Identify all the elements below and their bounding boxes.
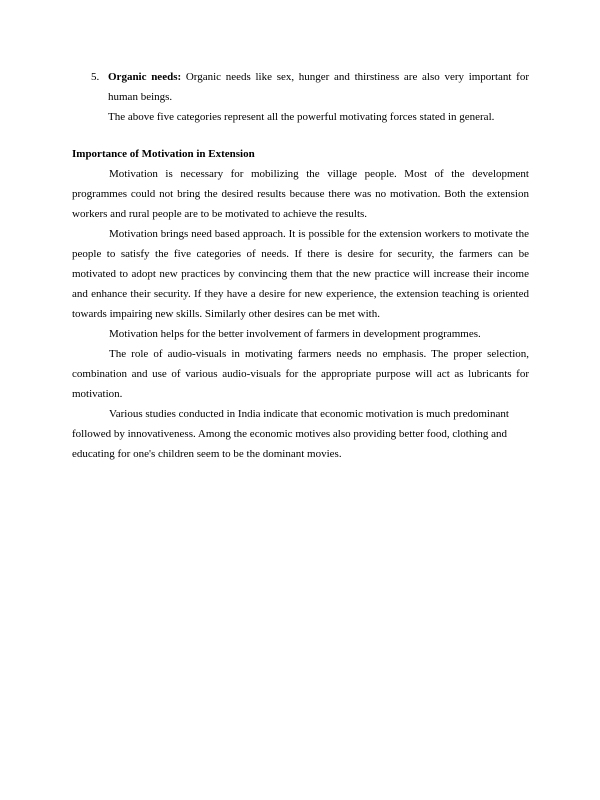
paragraph-1: Motivation is necessary for mobilizing the village people. Most of the development programmes could not bring the desired results because there was no motivation. Both the extension workers and rural people are to be motivated to achieve the results. bbox=[72, 168, 529, 220]
paragraph-5: Various studies conducted in India indicate that economic motivation is much predominant followed by innovativeness. Among the economic motives also providing better food, clothing and educating for one's children seem to be the dominant movies. bbox=[72, 408, 509, 460]
list-item-term: Organic needs: bbox=[108, 71, 182, 83]
section-heading: Importance of Motivation in Extension bbox=[72, 148, 255, 160]
list-item-body bbox=[108, 67, 529, 127]
paragraph-4: The role of audio-visuals in motivating farmers needs no emphasis. The proper selection, combination and use of various audio-visuals for the appropriate purpose will act as lubricants for motivation. bbox=[72, 348, 529, 400]
list-number: 5. bbox=[91, 71, 100, 83]
section-importance-of-motivation bbox=[72, 147, 529, 464]
list-item-organic-needs bbox=[91, 67, 529, 127]
list-item-followup: The above five categories represent all the powerful motivating forces stated in general. bbox=[108, 111, 495, 123]
list-item-description: Organic needs like sex, hunger and thirstiness are also very important for human beings. bbox=[108, 71, 529, 103]
paragraph-3: Motivation helps for the better involvement of farmers in development programmes. bbox=[109, 328, 481, 340]
list-item-text bbox=[108, 67, 529, 107]
paragraph-2: Motivation brings need based approach. It is possible for the extension workers to motivate the people to satisfy the five categories of needs. If there is desire for security, the farmers can be motivated to adopt new practices by convincing them that the new practice will increase their income and enhance their security. If they have a desire for new experience, the extension teaching is oriented towards impairing new skills. Similarly other desires can be met with. bbox=[72, 228, 529, 320]
